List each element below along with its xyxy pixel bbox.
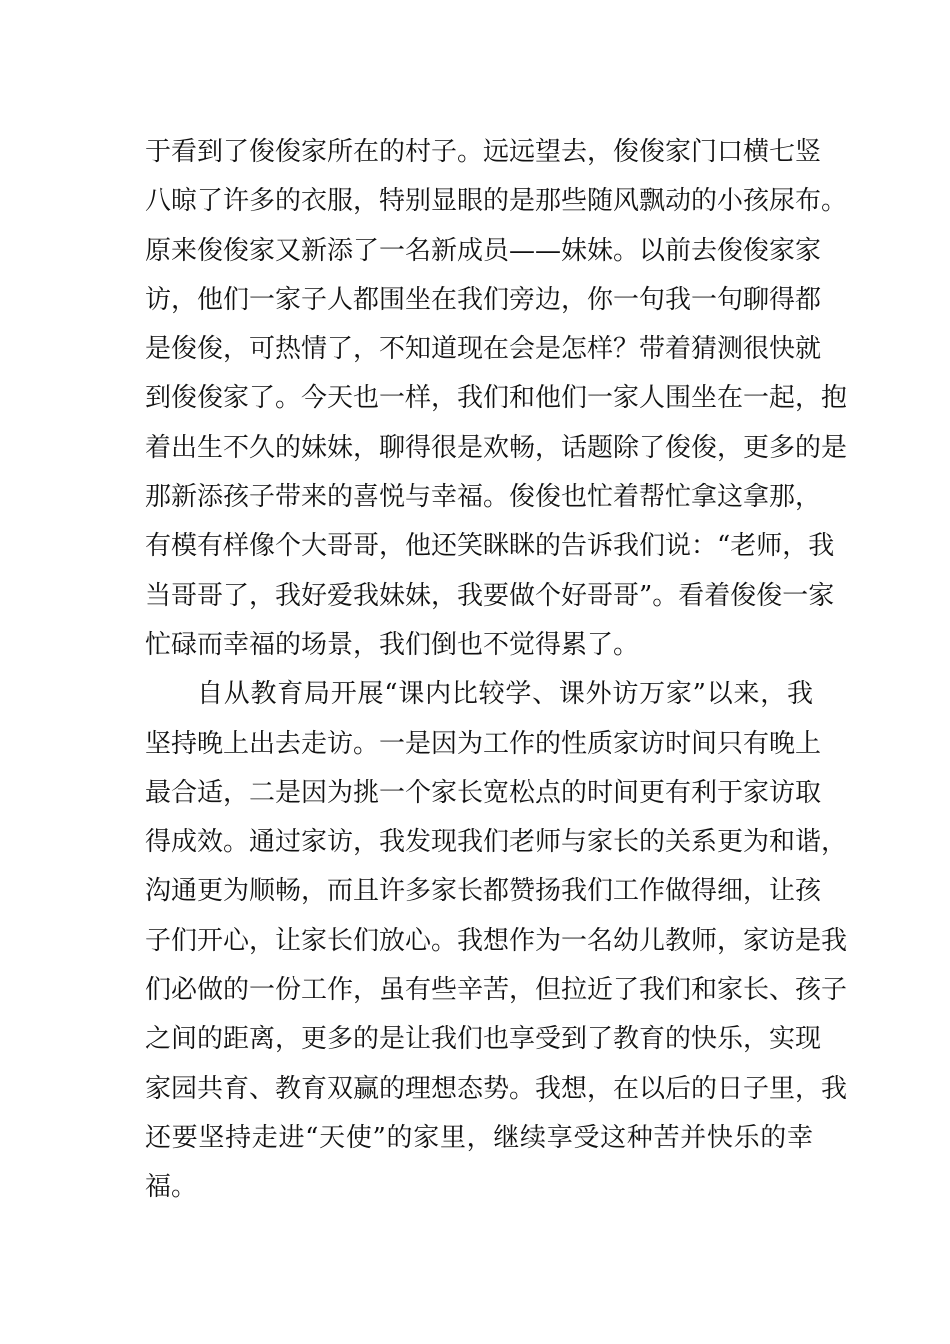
text-line: 沟通更为顺畅，而且许多家长都赞扬我们工作做得细，让孩 <box>145 876 822 907</box>
text-line: 八晾了许多的衣服，特别显眼的是那些随风飘动的小孩尿布。 <box>145 186 848 217</box>
text-line: 访，他们一家子人都围坐在我们旁边，你一句我一句聊得都 <box>145 284 822 315</box>
text-line: 原来俊俊家又新添了一名新成员——妹妹。以前去俊俊家家 <box>145 235 822 266</box>
paragraph-1 <box>145 128 848 670</box>
text-line: 到俊俊家了。今天也一样，我们和他们一家人围坐在一起，抱 <box>145 383 848 414</box>
text-line: 是俊俊，可热情了，不知道现在会是怎样？带着猜测很快就 <box>145 334 822 365</box>
text-line: 福。 <box>145 1172 198 1203</box>
text-line: 着出生不久的妹妹，聊得很是欢畅，话题除了俊俊，更多的是 <box>145 432 848 463</box>
text-line: 之间的距离，更多的是让我们也享受到了教育的快乐，实现 <box>145 1024 822 1055</box>
text-line: 坚持晚上出去走访。一是因为工作的性质家访时间只有晚上 <box>145 728 822 759</box>
text-line: 自从教育局开展“课内比较学、课外访万家”以来，我 <box>197 679 813 710</box>
text-line: 那新添孩子带来的喜悦与幸福。俊俊也忙着帮忙拿这拿那， <box>145 482 822 513</box>
text-line: 于看到了俊俊家所在的村子。远远望去，俊俊家门口横七竖 <box>145 137 822 167</box>
text-line: 家园共育、教育双赢的理想态势。我想，在以后的日子里，我 <box>145 1073 848 1104</box>
text-line: 最合适，二是因为挑一个家长宽松点的时间更有利于家访取 <box>145 777 822 808</box>
text-line: 们必做的一份工作，虽有些辛苦，但拉近了我们和家长、孩子 <box>145 975 848 1006</box>
text-line: 还要坚持走进“天使”的家里，继续享受这种苦并快乐的幸 <box>145 1122 813 1153</box>
paragraph-2 <box>145 670 848 1212</box>
text-line: 当哥哥了，我好爱我妹妹，我要做个好哥哥”。看着俊俊一家 <box>145 580 835 611</box>
text-line: 子们开心，让家长们放心。我想作为一名幼儿教师，家访是我 <box>145 925 848 956</box>
text-line: 有模有样像个大哥哥，他还笑眯眯的告诉我们说：“老师，我 <box>145 531 835 562</box>
text-line: 忙碌而幸福的场景，我们倒也不觉得累了。 <box>145 629 640 660</box>
document-body <box>145 128 848 1213</box>
text-line: 得成效。通过家访，我发现我们老师与家长的关系更为和谐， <box>145 827 848 858</box>
